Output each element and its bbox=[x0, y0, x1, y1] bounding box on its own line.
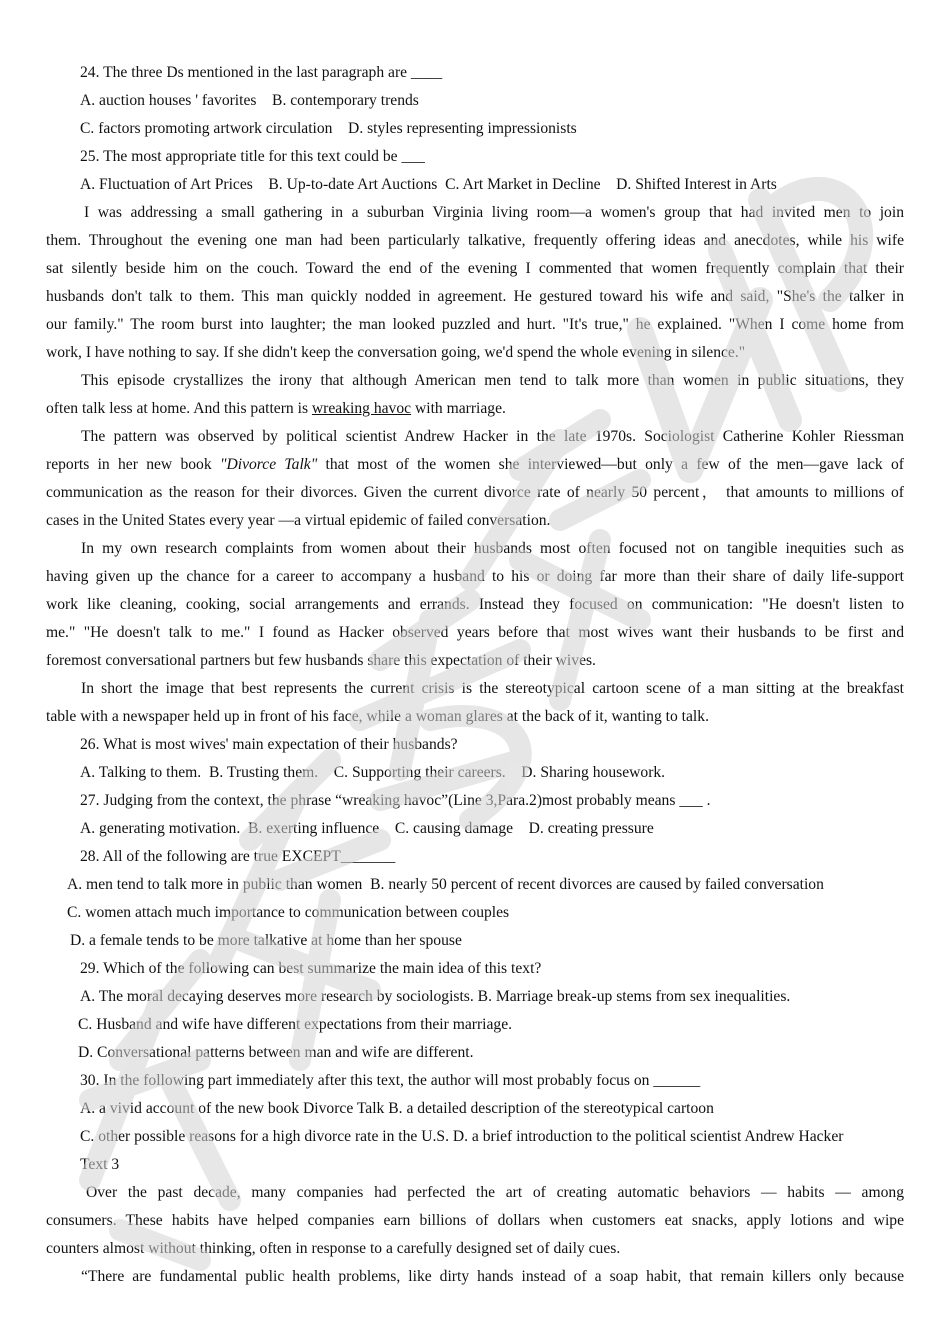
passage-p2-line2 bbox=[46, 399, 506, 419]
text3-p1-line3: counters almost without thinking, often in response to a carefully designed set of daily cues. bbox=[46, 1240, 621, 1257]
passage-p2-line2-post: with marriage. bbox=[411, 400, 506, 417]
text3-heading: Text 3 bbox=[80, 1156, 120, 1173]
question-27-options: A. generating motivation. B. exerting influence C. causing damage D. creating pressure bbox=[80, 820, 654, 837]
question-30-options-ab: A. a vivid account of the new book Divorce Talk B. a detailed description of the stereotypical cartoon bbox=[80, 1100, 714, 1117]
passage-p3-line4: cases in the United States every year —a virtual epidemic of failed conversation. bbox=[46, 512, 551, 529]
passage-p1-line4: husbands don't talk to them. This man quickly nodded in agreement. He gestured toward his wife and said, "She's the talker in bbox=[46, 288, 904, 305]
passage-p3-line3: communication as the reason for their divorces. Given the current divorce rate of nearly 50 percent， that amounts to millions of bbox=[46, 484, 904, 501]
passage-p1-line2: them. Throughout the evening one man had been particularly talkative, frequently offering ideas and anecdotes, while his wife bbox=[46, 232, 904, 249]
passage-p3-line1: The pattern was observed by political scientist Andrew Hacker in the late 1970s. Sociologist Catherine Kohler Riessman bbox=[81, 428, 904, 445]
passage-p4-line3: work like cleaning, cooking, social arrangements and errands. Instead they focused on communication: "He doesn't listen to bbox=[46, 596, 904, 613]
question-30-options-cd: C. other possible reasons for a high divorce rate in the U.S. D. a brief introduction to the political scientist Andrew Hacker bbox=[80, 1128, 844, 1145]
question-24-options-ab: A. auction houses ' favorites B. contemporary trends bbox=[80, 92, 419, 109]
question-28-stem: 28. All of the following are true EXCEPT_______ bbox=[80, 848, 396, 865]
question-26-stem: 26. What is most wives' main expectation of their husbands? bbox=[80, 736, 458, 753]
question-29-options-ab: A. The moral decaying deserves more research by sociologists. B. Marriage break-up stems from sex inequalities. bbox=[80, 988, 791, 1005]
question-25-options: A. Fluctuation of Art Prices B. Up-to-date Art Auctions C. Art Market in Decline D. Shifted Interest in Arts bbox=[80, 176, 777, 193]
passage-p5-line2: table with a newspaper held up in front of his face, while a woman glares at the back of it, wanting to talk. bbox=[46, 708, 709, 725]
passage-p2-line2-pre: often talk less at home. And this pattern is bbox=[46, 400, 312, 417]
passage-p1-line5: our family." The room burst into laughter; the man looked puzzled and hurt. "It's true," he explained. "When I come home from bbox=[46, 316, 904, 333]
passage-p3-line2 bbox=[46, 455, 904, 475]
divorce-talk-title: "Divorce Talk" bbox=[219, 456, 318, 473]
question-28-options-ab: A. men tend to talk more in public than women B. nearly 50 percent of recent divorces are caused by failed conversation bbox=[67, 876, 824, 893]
passage-p4-line2: having given up the chance for a career to accompany a husband to his or doing far more than their share of daily life-support bbox=[46, 568, 904, 585]
text3-p1-line2: consumers. These habits have helped companies earn billions of dollars when customers eat snacks, apply lotions and wipe bbox=[46, 1212, 904, 1229]
passage-p1-line3: sat silently beside him on the couch. Toward the end of the evening I commented that women frequently complain that their bbox=[46, 260, 904, 277]
passage-p4-line1: In my own research complaints from women about their husbands most often focused not on tangible inequities such as bbox=[81, 540, 904, 557]
passage-p3-line2-post: that most of the women she interviewed—but only a few of the men—gave lack of bbox=[317, 456, 904, 473]
question-30-stem: 30. In the following part immediately after this text, the author will most probably focus on ______ bbox=[80, 1072, 701, 1089]
text3-p1-line1: Over the past decade, many companies had perfected the art of creating automatic behaviors — habits — among bbox=[86, 1184, 904, 1201]
question-24-options-cd: C. factors promoting artwork circulation D. styles representing impressionists bbox=[80, 120, 577, 137]
passage-p5-line1: In short the image that best represents the current crisis is the stereotypical cartoon scene of a man sitting at the breakfast bbox=[81, 680, 904, 697]
question-26-options: A. Talking to them. B. Trusting them. C. Supporting their careers. D. Sharing housework. bbox=[80, 764, 666, 781]
passage-p2-line1: This episode crystallizes the irony that although American men tend to talk more than women in public situations, they bbox=[81, 372, 904, 389]
question-29-option-d: D. Conversational patterns between man and wife are different. bbox=[78, 1044, 474, 1061]
passage-p4-line4: me." "He doesn't talk to me." I found as Hacker observed years before that most wives want their husbands to be first and bbox=[46, 624, 904, 641]
passage-p1-line6: work, I have nothing to say. If she didn't keep the conversation going, we'd spend the whole evening in silence." bbox=[46, 344, 746, 361]
passage-p1-line1: I was addressing a small gathering in a suburban Virginia living room—a women's group that had invited men to join bbox=[84, 204, 904, 221]
passage-p4-line5: foremost conversational partners but few husbands share this expectation of their wives. bbox=[46, 652, 596, 669]
question-29-option-c: C. Husband and wife have different expectations from their marriage. bbox=[78, 1016, 513, 1033]
question-27-stem: 27. Judging from the context, the phrase “wreaking havoc”(Line 3,Para.2)most probably means ___ . bbox=[80, 792, 711, 809]
question-28-option-d: D. a female tends to be more talkative at home than her spouse bbox=[70, 932, 462, 949]
question-28-option-c: C. women attach much importance to communication between couples bbox=[67, 904, 510, 921]
passage-p3-line2-pre: reports in her new book bbox=[46, 456, 220, 473]
question-29-stem: 29. Which of the following can best summarize the main idea of this text? bbox=[80, 960, 542, 977]
wreaking-havoc-underlined: wreaking havoc bbox=[311, 400, 412, 417]
question-24-stem: 24. The three Ds mentioned in the last paragraph are ____ bbox=[80, 64, 443, 81]
text3-p2-line1: “There are fundamental public health problems, like dirty hands instead of a soap habit, that remain killers only because bbox=[81, 1268, 904, 1285]
question-25-stem: 25. The most appropriate title for this text could be ___ bbox=[80, 148, 425, 165]
